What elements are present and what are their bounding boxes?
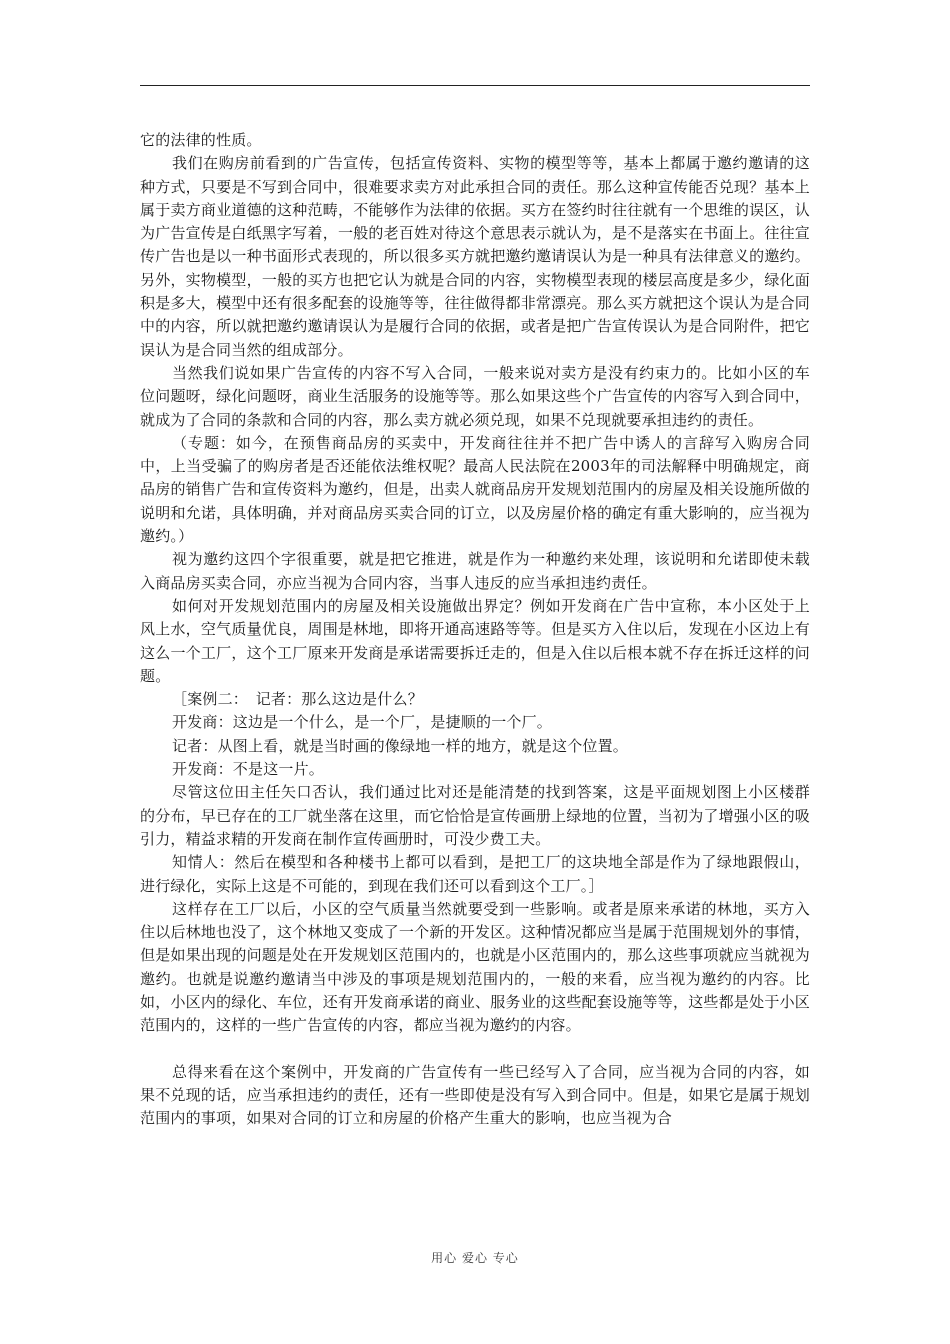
paragraph-insider: 知情人：然后在模型和各种楼书上都可以看到，是把工厂的这块地全部是作为了绿地跟假山，进行绿化，实际上这是不可能的，到现在我们还可以看到这个工厂。］ (140, 853, 810, 895)
paragraph-developer-reply: 开发商：这边是一个什么，是一个厂，是捷顺的一个厂。 (172, 713, 553, 732)
paragraph-developer-denial: 开发商：不是这一片。 (172, 760, 325, 779)
paragraph-contract-terms: 当然我们说如果广告宣传的内容不写入合同，一般来说对卖方是没有约束力的。比如小区的车位问题呀，绿化问题呀，商业生活服务的设施等等。那么如果这些个广告宣传的内容写入到合同中，就成为了合同的条款和合同的内容，那么卖方就必须兑现，如果不兑现就要承担违约的责任。 (140, 363, 810, 429)
paragraph-advertising-invitation: 我们在购房前看到的广告宣传，包括宣传资料、实物的模型等等，基本上都属于邀约邀请的这种方式，只要是不写到合同中，很难要求卖方对此承担合同的责任。那么这种宣传能否兑现？基本上属于卖方商业道德的这种范畴，不能够作为法律的依据。买方在签约时往往就有一个思维的误区，认为广告宣传是白纸黑字写着，一般的老百姓对待这个意思表示就认为，是不是落实在书面上。往往宣传广告也是以一种书面形式表现的，所以很多买方就把邀约邀请误认为是一种具有法律意义的邀约。另外，实物模型，一般的买方也把它认为就是合同的内容，实物模型表现的楼层高度是多少，绿化面积是多大，模型中还有很多配套的设施等等，往往做得都非常漂亮。那么买方就把这个误认为是合同中的内容，所以就把邀约邀请误认为是履行合同的依据，或者是把广告宣传误认为是合同附件，把它误认为是合同当然的组成部分。 (140, 154, 810, 359)
paragraph-special-topic: （专题：如今，在预售商品房的买卖中，开发商往往并不把广告中诱人的言辞写入购房合同中，上当受骗了的购房者是否还能依法维权呢？最高人民法院在2003年的司法解释中明确规定，商品房的销售广告和宣传资料为邀约，但是，出卖人就商品房开发规划范围内的房屋及相关设施所做的说明和允诺，具体明确，并对商品房买卖合同的订立，以及房屋价格的确定有重大影响的，应当视为邀约。） (140, 433, 810, 546)
paragraph-continuation: 它的法律的性质。 (140, 131, 262, 149)
paragraph-gap (140, 1038, 810, 1061)
paragraph-summary: 总得来看在这个案例中，开发商的广告宣传有一些已经写入了合同，应当视为合同的内容，如果不兑现的话，应当承担违约的责任，还有一些即使是没有写入到合同中。但是，如果它是属于规划范围内的事项，如果对合同的订立和房屋的价格产生重大的影响，也应当视为合 (140, 1062, 810, 1128)
paragraph-comparison: 尽管这位田主任矢口否认，我们通过比对还是能清楚的找到答案，这是平面规划图上小区楼群的分布，早已存在的工厂就坐落在这里，而它恰恰是宣传画册上绿地的位置，当初为了增强小区的吸引力，精益求精的开发商在制作宣传画册时，可没少费工夫。 (140, 783, 810, 848)
document-body (140, 129, 810, 1130)
paragraph-reporter-question: 记者：从图上看，就是当时画的像绿地一样的地方，就是这个位置。 (172, 736, 629, 755)
paragraph-factory-impact: 这样存在工厂以后，小区的空气质量当然就要受到一些影响。或者是原来承诺的林地，买方入住以后林地也没了，这个林地又变成了一个新的开发区。这种情况都应当是属于范围规划外的事情，但是如果出现的问题是处在开发规划区范围内的，也就是小区范围内的，那么这些事项就应当就视为邀约。也就是说邀约邀请当中涉及的事项是规划范围内的，一般的来看，应当视为邀约的内容。比如，小区内的绿化、车位，还有开发商承诺的商业、服务业的这些配套设施等等，这些都是处于小区范围内的，这样的一些广告宣传的内容，都应当视为邀约的内容。 (140, 899, 810, 1035)
page-footer: 用心 爱心 专心 (431, 1251, 519, 1265)
paragraph-deemed-offer: 视为邀约这四个字很重要，就是把它推进，就是作为一种邀约来处理，该说明和允诺即使未载入商品房买卖合同，亦应当视为合同内容，当事人违反的应当承担违约责任。 (140, 550, 810, 592)
paragraph-case-two-reporter: ［案例二： 记者：那么这边是什么？ (172, 690, 423, 709)
header-rule (140, 85, 810, 86)
paragraph-planning-scope: 如何对开发规划范围内的房屋及相关设施做出界定？例如开发商在广告中宣称，本小区处于上风上水，空气质量优良，周围是林地，即将开通高速路等等。但是买方入住以后，发现在小区边上有这么一个工厂，这个工厂原来开发商是承诺需要拆迁走的，但是入住以后根本就不存在拆迁这样的问题。 (140, 596, 810, 685)
